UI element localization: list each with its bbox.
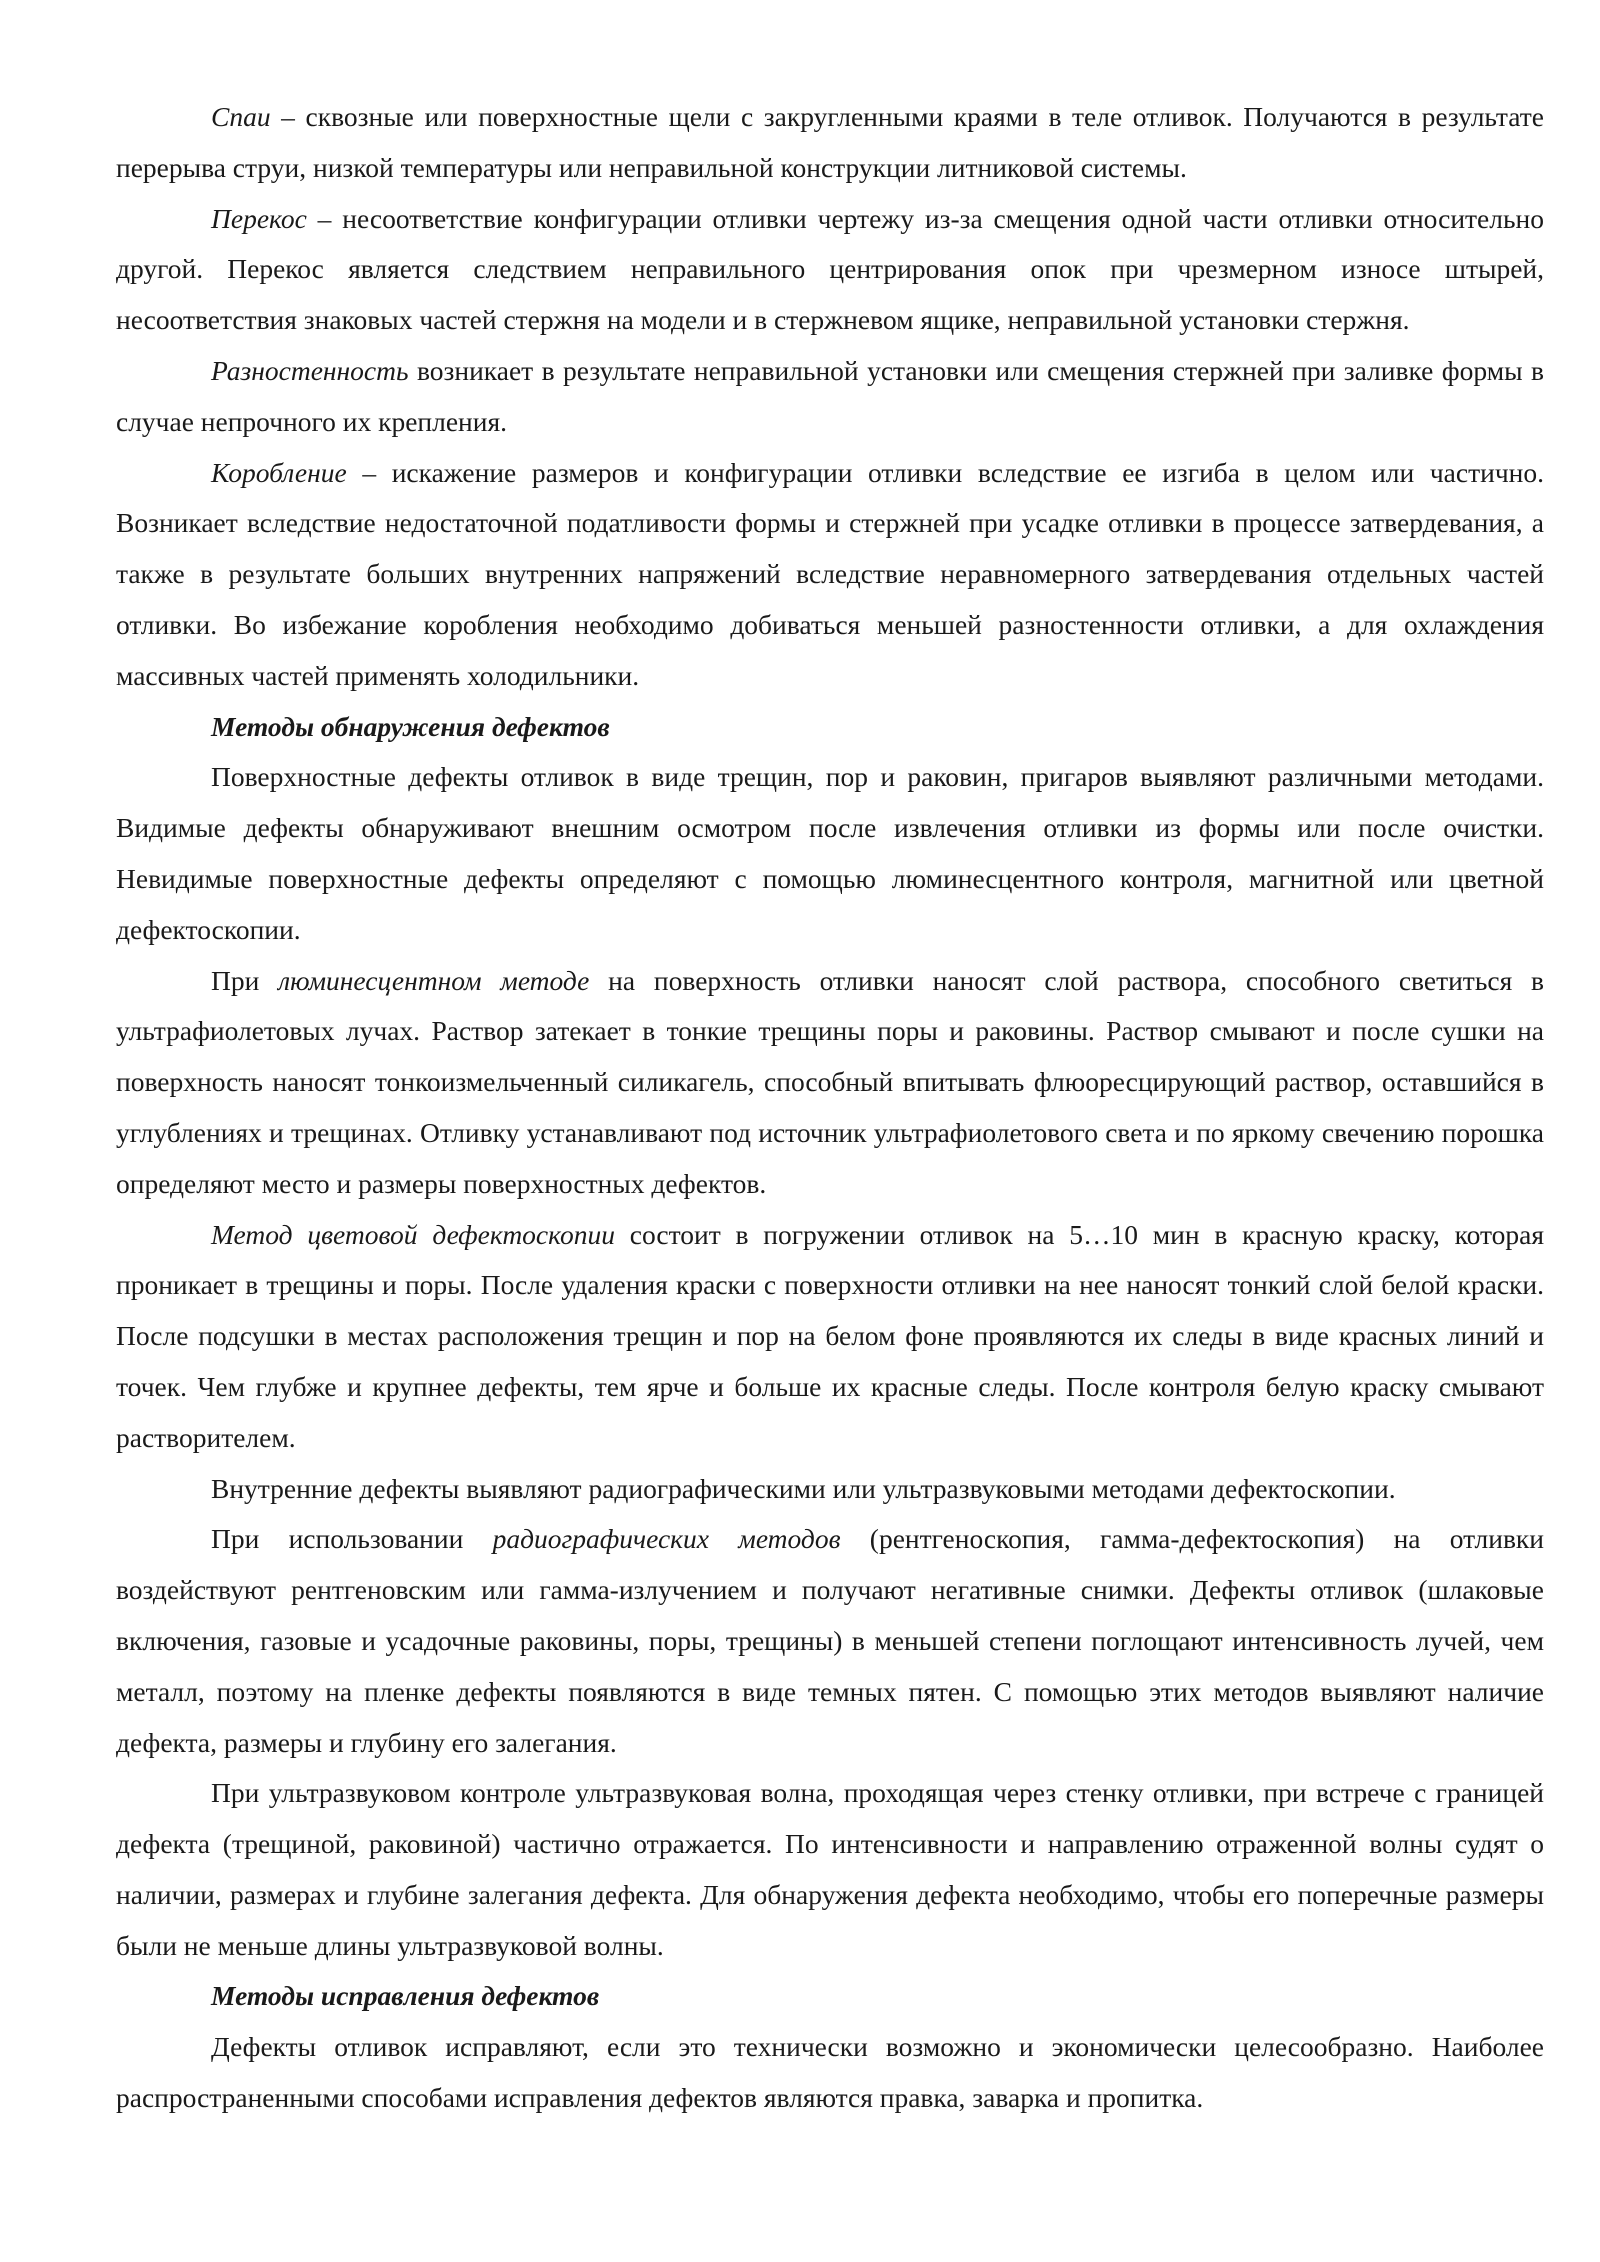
heading-detection-methods: Методы обнаружения дефектов (211, 710, 610, 742)
term-luminescent-method: люминесцентном методе (278, 964, 590, 996)
paragraph-luminescent-method (116, 956, 1544, 1210)
paragraph-spai (116, 92, 1544, 194)
document-page (116, 92, 1544, 2124)
heading-correction-methods: Методы исправления дефектов (211, 1980, 600, 2012)
paragraph-text: При использовании (211, 1523, 493, 1555)
term-color-defectoscopy: Метод цветовой дефектоскопии (211, 1218, 615, 1250)
paragraph-text: на поверхность отливки наносят слой раствора, способного светиться в ультрафиолетовых лучах. Раствор затекает в тонкие трещины поры и раковины. Раствор смывают и после сушки на поверхность наносят тонкоизмельченный силикагель, способный впитывать флюоресцирующий раствор, оставшийся в углублениях и трещинах. Отливку устанавливают под источник ультрафиолетового света и по яркому свечению порошка определяют место и размеры поверхностных дефектов. (116, 964, 1544, 1199)
term-perekos: Перекос (211, 202, 307, 234)
paragraph-correction: Дефекты отливок исправляют, если это технически возможно и экономически целесообразно. Наиболее распространенными способами исправления дефектов являются правка, заварка и пропитка. (116, 2031, 1544, 2114)
paragraph-surface-defects: Поверхностные дефекты отливок в виде трещин, пор и раковин, пригаров выявляют различными методами. Видимые дефекты обнаруживают внешним осмотром после извлечения отливки из формы или после очистки. Невидимые поверхностные дефекты определяют с помощью люминесцентного контроля, магнитной или цветной дефектоскопии. (116, 761, 1544, 945)
paragraph-text: При (211, 964, 279, 996)
paragraph-ultrasonic-control: При ультразвуковом контроле ультразвуковая волна, проходящая через стенку отливки, при встрече с границей дефекта (трещиной, раковиной) частично отражается. По интенсивности и направлению отраженной волны судят о наличии, размерах и глубине залегания дефекта. Для обнаружения дефекта необходимо, чтобы его поперечные размеры были не меньше длины ультразвуковой волны. (116, 1777, 1544, 1961)
term-radiographic-methods: радиографических методов (492, 1523, 841, 1555)
paragraph-text: возникает в результате неправильной установки или смещения стержней при заливке формы в случае непрочного их крепления. (116, 354, 1544, 437)
paragraph-text: состоит в погружении отливок на 5…10 мин в красную краску, которая проникает в трещины и поры. После удаления краски с поверхности отливки на нее наносят тонкий слой белой краски. После подсушки в местах расположения трещин и пор на белом фоне проявляются их следы в виде красных линий и точек. Чем глубже и крупнее дефекты, тем ярче и больше их красные следы. После контроля белую краску смывают растворителем. (116, 1218, 1544, 1453)
paragraph-text: – несоответствие конфигурации отливки чертежу из-за смещения одной части отливки относительно другой. Перекос является следствием неправильного центрирования опок при чрезмерном износе штырей, несоответствия знаковых частей стержня на модели и в стержневом ящике, неправильной установки стержня. (116, 202, 1544, 336)
term-raznostennost: Разностенность (211, 354, 409, 386)
paragraph-color-defectoscopy (116, 1210, 1544, 1464)
paragraph-koroblenie (116, 448, 1544, 702)
paragraph-internal-defects: Внутренние дефекты выявляют радиографическими или ультразвуковыми методами дефектоскопии. (211, 1472, 1396, 1504)
paragraph-radiographic-methods (116, 1514, 1544, 1768)
paragraph-text: (рентгеноскопия, гамма-дефектоскопия) на отливки воздействуют рентгеновским или гамма-излучением и получают негативные снимки. Дефекты отливок (шлаковые включения, газовые и усадочные раковины, поры, трещины) в меньшей степени поглощают интенсивность лучей, чем металл, поэтому на пленке дефекты появляются в виде темных пятен. С помощью этих методов выявляют наличие дефекта, размеры и глубину его залегания. (116, 1523, 1545, 1758)
paragraph-perekos (116, 194, 1544, 346)
term-koroblenie: Коробление (211, 456, 347, 488)
term-spai: Спаи (211, 101, 271, 132)
paragraph-text: – искажение размеров и конфигурации отливки вследствие ее изгиба в целом или частично. Возникает вследствие недостаточной податливости формы и стержней при усадке отливки в процессе затвердевания, а также в результате больших внутренних напряжений вследствие неравномерного затвердевания отдельных частей отливки. Во избежание коробления необходимо добиваться меньшей разностенности отливки, а для охлаждения массивных частей применять холодильники. (116, 456, 1544, 691)
paragraph-raznostennost (116, 346, 1544, 448)
paragraph-text: – сквозные или поверхностные щели с закругленными краями в теле отливок. Получаются в результате перерыва струи, низкой температуры или неправильной конструкции литниковой системы. (116, 101, 1544, 183)
